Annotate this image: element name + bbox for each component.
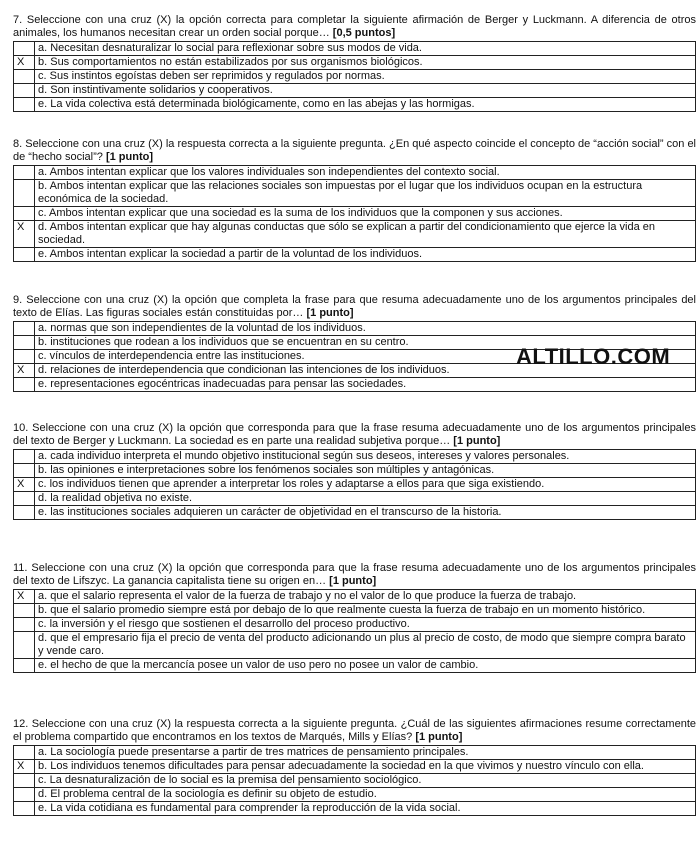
option-text: c. vínculos de interdependencia entre las instituciones.	[35, 350, 696, 364]
option-text: a. normas que son independientes de la voluntad de los individuos.	[35, 322, 696, 336]
option-text: c. La desnaturalización de lo social es la premisa del pensamiento sociológico.	[35, 774, 696, 788]
answer-mark-cell[interactable]	[14, 180, 35, 207]
answer-mark-cell[interactable]	[14, 618, 35, 632]
answer-mark-cell[interactable]: X	[14, 590, 35, 604]
question-points: [1 punto]	[306, 307, 354, 319]
answer-mark-cell[interactable]	[14, 350, 35, 364]
answer-mark-cell[interactable]	[14, 207, 35, 221]
question-points: [1 punto]	[329, 575, 377, 587]
question-text: 11. Seleccione con una cruz (X) la opción que corresponda para que la frase resuma adecuadamente uno de los argumentos principales del texto de Lifszyc. La ganancia capitalista tiene su origen en… [1 punto]	[13, 562, 696, 587]
option-row	[14, 506, 696, 520]
option-row	[14, 478, 696, 492]
answer-mark-cell[interactable]	[14, 604, 35, 618]
option-row	[14, 207, 696, 221]
answer-mark-cell[interactable]	[14, 84, 35, 98]
option-text: b. Sus comportamientos no están estabilizados por sus organismos biológicos.	[35, 56, 696, 70]
option-text: e. el hecho de que la mercancía posee un valor de uso pero no posee un valor de cambio.	[35, 659, 696, 673]
option-text: c. Ambos intentan explicar que una sociedad es la suma de los individuos que la componen y sus acciones.	[35, 207, 696, 221]
options-table	[13, 41, 696, 112]
option-row	[14, 450, 696, 464]
option-text: a. Necesitan desnaturalizar lo social para reflexionar sobre sus modos de vida.	[35, 42, 696, 56]
options-table	[13, 165, 696, 262]
option-row	[14, 604, 696, 618]
option-row	[14, 70, 696, 84]
answer-mark-cell[interactable]	[14, 788, 35, 802]
option-row	[14, 464, 696, 478]
question-10	[13, 422, 696, 520]
option-text: a. que el salario representa el valor de la fuerza de trabajo y no el valor de lo que produce la fuerza de trabajo.	[35, 590, 696, 604]
answer-mark-cell[interactable]	[14, 322, 35, 336]
option-text: c. los individuos tienen que aprender a interpretar los roles y adaptarse a ellos para que siga existiendo.	[35, 478, 696, 492]
question-9	[13, 294, 696, 392]
question-points: [1 punto]	[105, 151, 153, 163]
option-text: b. Ambos intentan explicar que las relaciones sociales son impuestas por el lugar que los individuos ocupan en la estructura económica de la sociedad.	[35, 180, 696, 207]
answer-mark-cell[interactable]: X	[14, 478, 35, 492]
option-row	[14, 42, 696, 56]
answer-mark-cell[interactable]	[14, 70, 35, 84]
answer-mark-cell[interactable]: X	[14, 221, 35, 248]
option-row	[14, 180, 696, 207]
option-text: e. La vida cotidiana es fundamental para comprender la reproducción de la vida social.	[35, 802, 696, 816]
option-row	[14, 98, 696, 112]
option-text: e. La vida colectiva está determinada biológicamente, como en las abejas y las hormigas.	[35, 98, 696, 112]
option-row	[14, 632, 696, 659]
options-table	[13, 589, 696, 673]
question-text: 9. Seleccione con una cruz (X) la opción que completa la frase para que resuma adecuadamente uno de los argumentos principales del texto de Elías. Las figuras sociales están constituidas por… [1 punto]	[13, 294, 696, 319]
answer-mark-cell[interactable]	[14, 166, 35, 180]
answer-mark-cell[interactable]	[14, 802, 35, 816]
option-text: b. Los individuos tenemos dificultades para pensar adecuadamente la sociedad en la que vivimos y nuestro vínculo con ella.	[35, 760, 696, 774]
watermark: ALTILLO.COM	[516, 344, 671, 369]
option-text: d. que el empresario fija el precio de venta del producto adicionando un plus al precio de costo, de modo que siempre compra barato y vende caro.	[35, 632, 696, 659]
option-row	[14, 166, 696, 180]
option-text: e. Ambos intentan explicar la sociedad a partir de la voluntad de los individuos.	[35, 248, 696, 262]
answer-mark-cell[interactable]: X	[14, 364, 35, 378]
option-text: d. Son instintivamente solidarios y cooperativos.	[35, 84, 696, 98]
options-table	[13, 449, 696, 520]
question-points: [1 punto]	[453, 435, 501, 447]
option-text: a. La sociología puede presentarse a partir de tres matrices de pensamiento principales.	[35, 746, 696, 760]
option-row	[14, 248, 696, 262]
answer-mark-cell[interactable]: X	[14, 56, 35, 70]
option-text: b. que el salario promedio siempre está por debajo de lo que realmente cuesta la fuerza de trabajo en un momento histórico.	[35, 604, 696, 618]
option-text: d. El problema central de la sociología es definir su objeto de estudio.	[35, 788, 696, 802]
option-row	[14, 788, 696, 802]
question-points: [0,5 puntos]	[332, 27, 396, 39]
answer-mark-cell[interactable]	[14, 42, 35, 56]
option-row	[14, 774, 696, 788]
option-row	[14, 221, 696, 248]
answer-mark-cell[interactable]	[14, 248, 35, 262]
answer-mark-cell[interactable]	[14, 378, 35, 392]
question-text: 12. Seleccione con una cruz (X) la respuesta correcta a la siguiente pregunta. ¿Cuál de las siguientes afirmaciones resume correctamente el problema compartido que encontramos en los textos de Marqués, Mills y Elías? [1 punto]	[13, 718, 696, 743]
option-row	[14, 618, 696, 632]
option-row	[14, 84, 696, 98]
answer-mark-cell[interactable]	[14, 98, 35, 112]
answer-mark-cell[interactable]	[14, 746, 35, 760]
option-row	[14, 322, 696, 336]
answer-mark-cell[interactable]	[14, 659, 35, 673]
option-text: b. las opiniones e interpretaciones sobre los fenómenos sociales son múltiples y antagónicas.	[35, 464, 696, 478]
answer-mark-cell[interactable]: X	[14, 760, 35, 774]
option-text: d. Ambos intentan explicar que hay algunas conductas que sólo se explican a partir del condicionamiento que ejerce la vida en sociedad.	[35, 221, 696, 248]
question-text: 10. Seleccione con una cruz (X) la opción que corresponda para que la frase resuma adecuadamente uno de los argumentos principales del texto de Berger y Luckmann. La sociedad es en parte una realidad subjetiva porque… [1 punto]	[13, 422, 696, 447]
option-row	[14, 659, 696, 673]
option-text: e. las instituciones sociales adquieren un carácter de objetividad en el transcurso de la historia.	[35, 506, 696, 520]
option-row	[14, 590, 696, 604]
option-row	[14, 378, 696, 392]
question-text: 7. Seleccione con una cruz (X) la opción correcta para completar la siguiente afirmación de Berger y Luckmann. A diferencia de otros animales, los humanos necesitan crear un orden social porque… [0,5 puntos]	[13, 14, 696, 39]
options-table	[13, 745, 696, 816]
option-row	[14, 56, 696, 70]
option-text: c. la inversión y el riesgo que sostienen el desarrollo del proceso productivo.	[35, 618, 696, 632]
option-text: d. relaciones de interdependencia que condicionan las intenciones de los individuos.	[35, 364, 696, 378]
question-points: [1 punto]	[415, 731, 463, 743]
question-7	[13, 14, 696, 112]
option-text: d. la realidad objetiva no existe.	[35, 492, 696, 506]
option-text: a. Ambos intentan explicar que los valores individuales son independientes del contexto social.	[35, 166, 696, 180]
question-8	[13, 138, 696, 262]
answer-mark-cell[interactable]	[14, 492, 35, 506]
answer-mark-cell[interactable]	[14, 506, 35, 520]
question-text: 8. Seleccione con una cruz (X) la respuesta correcta a la siguiente pregunta. ¿En qué aspecto coincide el concepto de “acción social” con el de “hecho social”? [1 punto]	[13, 138, 697, 163]
option-text: c. Sus instintos egoístas deben ser reprimidos y regulados por normas.	[35, 70, 696, 84]
answer-mark-cell[interactable]	[14, 450, 35, 464]
question-12	[13, 718, 696, 816]
option-row	[14, 760, 696, 774]
option-row	[14, 802, 696, 816]
option-text: e. representaciones egocéntricas inadecuadas para pensar las sociedades.	[35, 378, 696, 392]
option-text: a. cada individuo interpreta el mundo objetivo institucional según sus deseos, intereses y valores personales.	[35, 450, 696, 464]
answer-mark-cell[interactable]	[14, 774, 35, 788]
option-row	[14, 746, 696, 760]
answer-mark-cell[interactable]	[14, 632, 35, 659]
question-11	[13, 562, 696, 673]
option-text: b. instituciones que rodean a los individuos que se encuentran en su centro.	[35, 336, 696, 350]
option-row	[14, 492, 696, 506]
answer-mark-cell[interactable]	[14, 336, 35, 350]
answer-mark-cell[interactable]	[14, 464, 35, 478]
